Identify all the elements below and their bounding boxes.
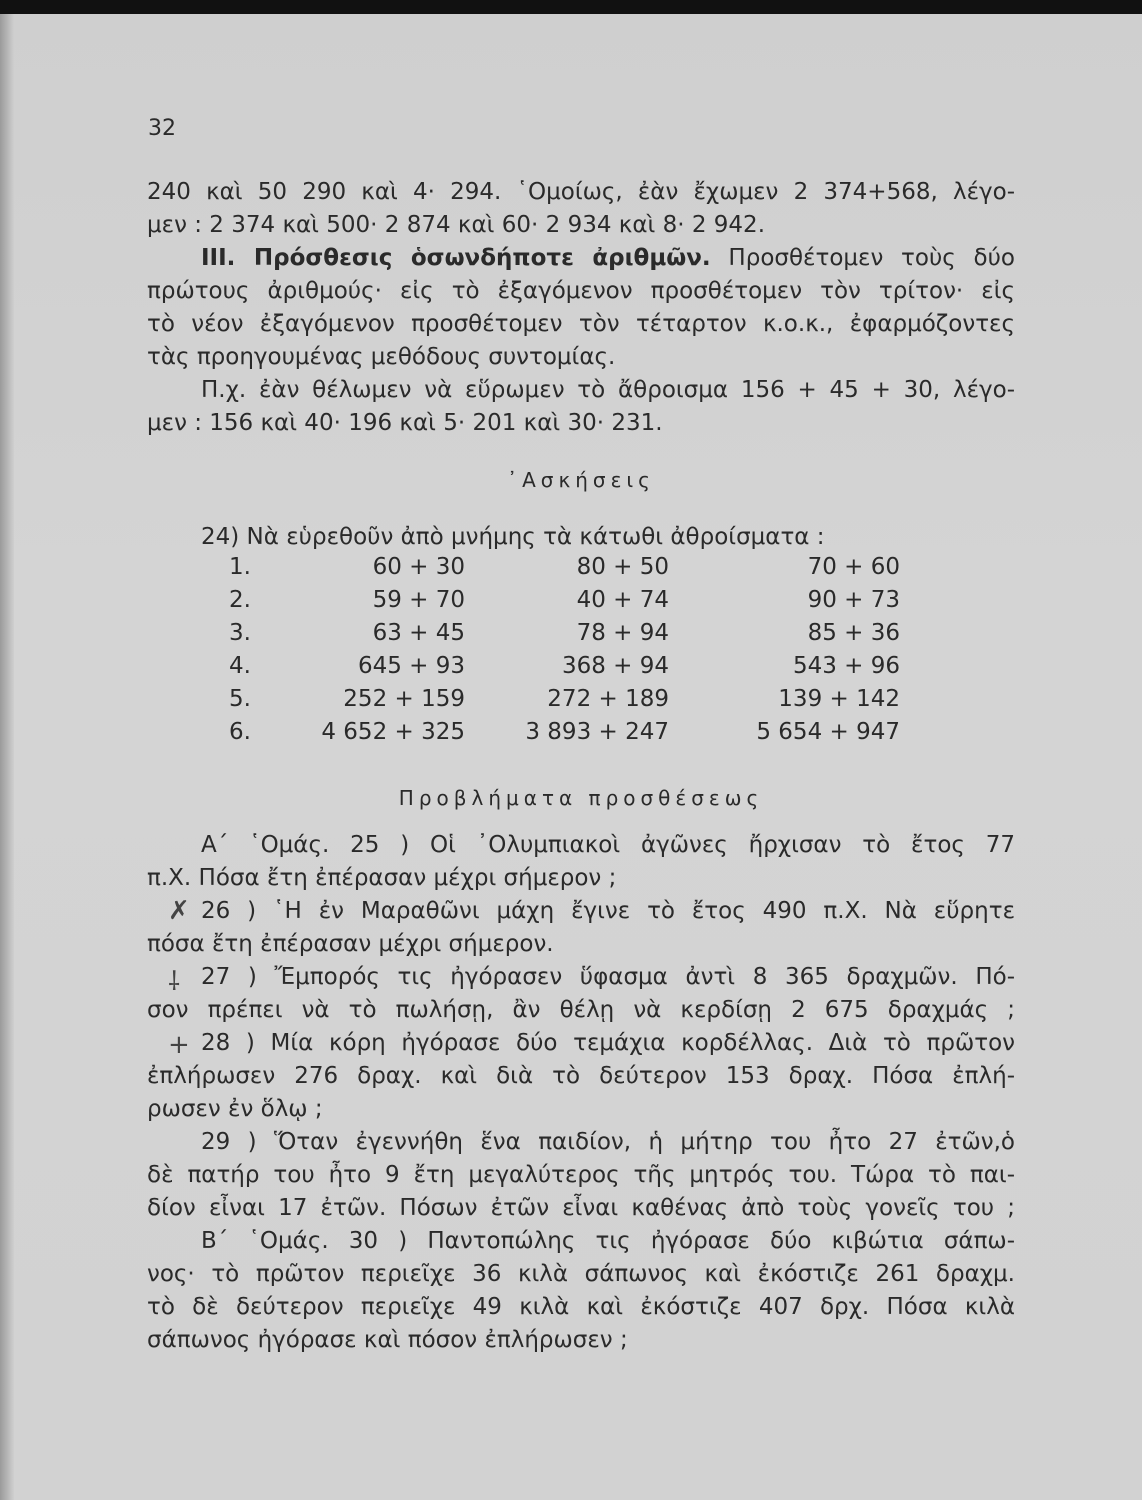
sum-expression: 139 + 142	[778, 686, 900, 712]
sum-expression: 368 + 94	[561, 653, 669, 679]
exercises-title: ᾿Ασκήσεις	[507, 468, 655, 492]
problem-30-line4: σάπωνος ἠγόρασε καὶ πόσον ἐπλήρωσεν ;	[147, 1327, 628, 1353]
table-row	[147, 554, 1015, 587]
problem-28-line1: 28 ) Μία κόρη ἠγόρασε δύο τεμάχια κορδέλλας. Διὰ τὸ πρῶτον	[201, 1030, 1015, 1056]
problem-30-line1: Β΄ ῾Ομάς. 30 ) Παντοπώλης τις ἠγόρασε δύο κιβώτια σάπω-	[201, 1228, 1015, 1254]
sum-expression: 252 + 159	[343, 686, 465, 712]
example-line1: Π.χ. ἐὰν θέλωμεν νὰ εὕρωμεν τὸ ἄθροισμα 156 + 45 + 30, λέγο-	[201, 377, 1015, 403]
para1-line2: μεν : 2 374 καὶ 500· 2 874 καὶ 60· 2 934 καὶ 8· 2 942.	[147, 212, 766, 238]
sum-expression: 80 + 50	[576, 554, 669, 580]
problem-30-line3: τὸ δὲ δεύτερον περιεῖχε 49 κιλὰ καὶ ἐκόστιζε 407 δρχ. Πόσα κιλὰ	[147, 1294, 1015, 1320]
problem-29-line3: δίον εἶναι 17 ἐτῶν. Πόσων ἐτῶν εἶναι καθένας ἀπὸ τοὺς γονεῖς του ;	[147, 1195, 1015, 1221]
sum-expression: 59 + 70	[372, 587, 465, 613]
problem-27-line2: σον πρέπει νὰ τὸ πωλήσῃ, ἂν θέλῃ νὰ κερδίσῃ 2 675 δραχμάς ;	[147, 997, 1015, 1023]
sum-expression: 543 + 96	[792, 653, 900, 679]
para1-line1: 240 καὶ 50 290 καὶ 4· 294. ῾Ομοίως, ἐὰν ἔχωμεν 2 374+568, λέγο-	[147, 179, 1015, 205]
row-number: 2.	[229, 587, 251, 613]
problem-25-line1: Α΄ ῾Ομάς. 25 ) Οἱ ᾿Ολυμπιακοὶ ἀγῶνες ἤρχισαν τὸ ἔτος 77	[201, 832, 1015, 858]
sum-expression: 78 + 94	[576, 620, 669, 646]
sum-expression: 70 + 60	[807, 554, 900, 580]
sum-expression: 85 + 36	[807, 620, 900, 646]
table-row	[147, 587, 1015, 620]
sums-table	[147, 554, 1015, 754]
problem-26-line2: πόσα ἔτη ἐπέρασαν μέχρι σήμερον.	[147, 931, 554, 957]
table-row	[147, 653, 1015, 686]
row-number: 6.	[229, 719, 251, 745]
section3-line4: τὰς προηγουμένας μεθόδους συντομίας.	[147, 344, 616, 370]
sum-expression: 5 654 + 947	[756, 719, 900, 745]
sum-expression: 272 + 189	[547, 686, 669, 712]
example-line2: μεν : 156 καὶ 40· 196 καὶ 5· 201 καὶ 30· 231.	[147, 410, 663, 436]
problem-30-line2: νος· τὸ πρῶτον περιεῖχε 36 κιλὰ σάπωνος καὶ ἐκόστιζε 261 δραχμ.	[147, 1261, 1015, 1287]
problem-28-line3: ρωσεν ἐν ὅλῳ ;	[147, 1096, 323, 1122]
sum-expression: 90 + 73	[807, 587, 900, 613]
exercise-24: 24) Νὰ εὑρεθοῦν ἀπὸ μνήμης τὰ κάτωθι ἀθροίσματα :	[201, 524, 825, 550]
table-row	[147, 686, 1015, 719]
sum-expression: 63 + 45	[372, 620, 465, 646]
table-row	[147, 620, 1015, 653]
sum-expression: 645 + 93	[357, 653, 465, 679]
problems-title: Προβλήματα προσθέσεως	[398, 786, 764, 810]
sum-expression: 40 + 74	[576, 587, 669, 613]
problem-27-line1: 27 ) Ἔμπορός τις ἠγόρασεν ὕφασμα ἀντὶ 8 365 δραχμῶν. Πό-	[201, 964, 1015, 990]
problem-26-line1: 26 ) ῾Η ἐν Μαραθῶνι μάχη ἔγινε τὸ ἔτος 490 π.Χ. Νὰ εὕρητε	[201, 898, 1015, 924]
page-left-shadow	[0, 14, 14, 1500]
problem-29-line2: δὲ πατήρ του ἦτο 9 ἔτη μεγαλύτερος τῆς μητρός του. Τώρα τὸ παι-	[147, 1162, 1015, 1188]
table-row	[147, 719, 1015, 752]
section3-line2: πρώτους ἀριθμούς· εἰς τὸ ἐξαγόμενον προσθέτομεν τὸν τρίτον· εἰς	[147, 278, 1015, 304]
sum-expression: 3 893 + 247	[525, 719, 669, 745]
row-number: 5.	[229, 686, 251, 712]
page-number: 32	[148, 116, 176, 141]
page-content	[147, 176, 1015, 1357]
sum-expression: 60 + 30	[372, 554, 465, 580]
section3-heading: III. Πρόσθεσις ὁσωνδήποτε ἀριθμῶν.	[201, 245, 711, 271]
pencil-mark-icon: +	[168, 1030, 190, 1060]
pencil-mark-icon: ✗	[168, 896, 190, 926]
row-number: 1.	[229, 554, 251, 580]
problem-29-line1: 29 ) Ὅταν ἐγεννήθη ἕνα παιδίον, ἡ μήτηρ του ἦτο 27 ἐτῶν,ὁ	[201, 1129, 1015, 1155]
pencil-mark-icon: ⸸	[168, 967, 181, 997]
section3-line1	[147, 242, 1015, 275]
row-number: 4.	[229, 653, 251, 679]
scan-top-border	[0, 0, 1142, 14]
sum-expression: 4 652 + 325	[321, 719, 465, 745]
section3-line3: τὸ νέον ἐξαγόμενον προσθέτομεν τὸν τέταρτον κ.ο.κ., ἐφαρμόζοντες	[147, 311, 1015, 337]
section3-line1-text: Προσθέτομεν τοὺς δύο	[710, 245, 1015, 271]
problem-28-line2: ἐπλήρωσεν 276 δραχ. καὶ διὰ τὸ δεύτερον 153 δραχ. Πόσα ἐπλή-	[147, 1063, 1015, 1089]
row-number: 3.	[229, 620, 251, 646]
problem-25-line2: π.Χ. Πόσα ἔτη ἐπέρασαν μέχρι σήμερον ;	[147, 865, 617, 891]
